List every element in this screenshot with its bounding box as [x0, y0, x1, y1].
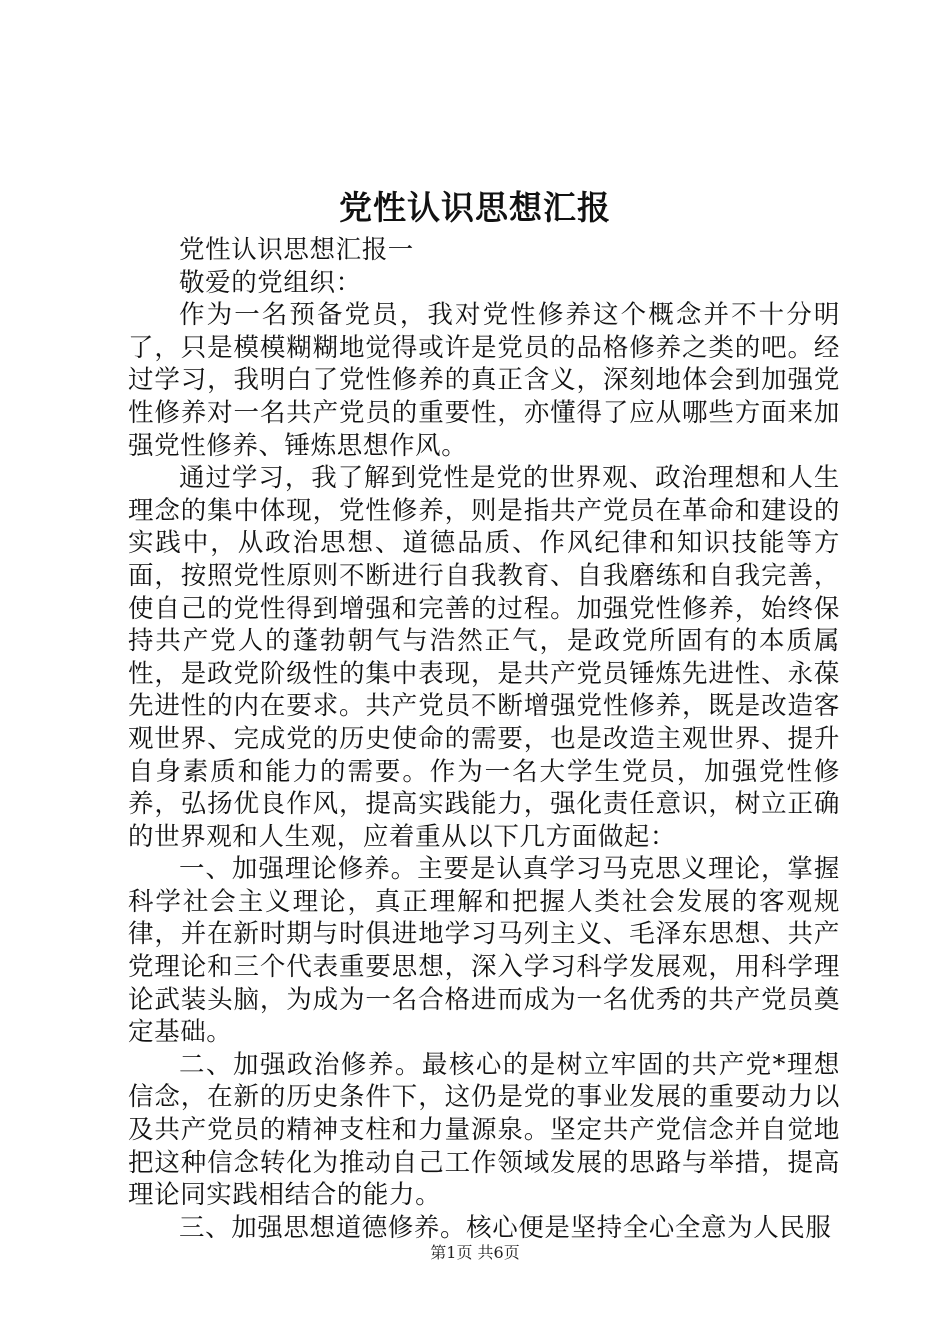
body-paragraph: 三、加强思想道德修养。核心便是坚持全心全意为人民服 — [179, 1212, 832, 1243]
document-title: 党性认识思想汇报 — [339, 188, 611, 227]
body-paragraph: 通过学习，我了解到党性是党的世界观、政治理想和人生理念的集中体现，党性修养，则是指共产党员在革命和建设的实践中，从政治思想、道德品质、作风纪律和知识技能等方面，按照党性原则不断进行自我教育、自我磨练和自我完善，使自己的党性得到增强和完善的过程。加强党性修养，始终保持共产党人的蓬勃朝气与浩然正气，是政党所固有的本质属性，是政党阶级性的集中表现，是共产党员锤炼先进性、永葆先进性的内在要求。共产党员不断增强党性修养，既是改造客观世界、完成党的历史使命的需要，也是改造主观世界、提升自身素质和能力的需要。作为一名大学生党员，加强党性修养，弘扬优良作风，提高实践能力，强化责任意识，树立正确的世界观和人生观，应着重从以下几方面做起： — [128, 463, 840, 852]
subtitle-paragraph: 党性认识思想汇报一 — [179, 235, 414, 265]
body-paragraph: 一、加强理论修养。主要是认真学习马克思义理论，掌握科学社会主义理论，真正理解和把握人类社会发展的客观规律，并在新时期与时俱进地学习马列主义、毛泽东思想、共产党理论和三个代表重要思想，深入学习科学发展观，用科学理论武装头脑，为成为一名合格进而成为一名优秀的共产党员奠定基础。 — [128, 854, 840, 1048]
body-paragraph: 作为一名预备党员，我对党性修养这个概念并不十分明了，只是模模糊糊地觉得或许是党员的品格修养之类的吧。经过学习，我明白了党性修养的真正含义，深刻地体会到加强党性修养对一名共产党员的重要性，亦懂得了应从哪些方面来加强党性修养、锤炼思想作风。 — [128, 300, 840, 461]
body-paragraph: 二、加强政治修养。最核心的是树立牢固的共产党*理想信念，在新的历史条件下，这仍是党的事业发展的重要动力以及共产党员的精神支柱和力量源泉。坚定共产党信念并自觉地把这种信念转化为推动自己工作领域发展的思路与举措，提高理论同实践相结合的能力。 — [128, 1049, 840, 1211]
document-body — [128, 234, 840, 1244]
salutation-paragraph: 敬爱的党组织： — [179, 267, 362, 298]
page-footer: 第1页 共6页 — [430, 1243, 520, 1262]
